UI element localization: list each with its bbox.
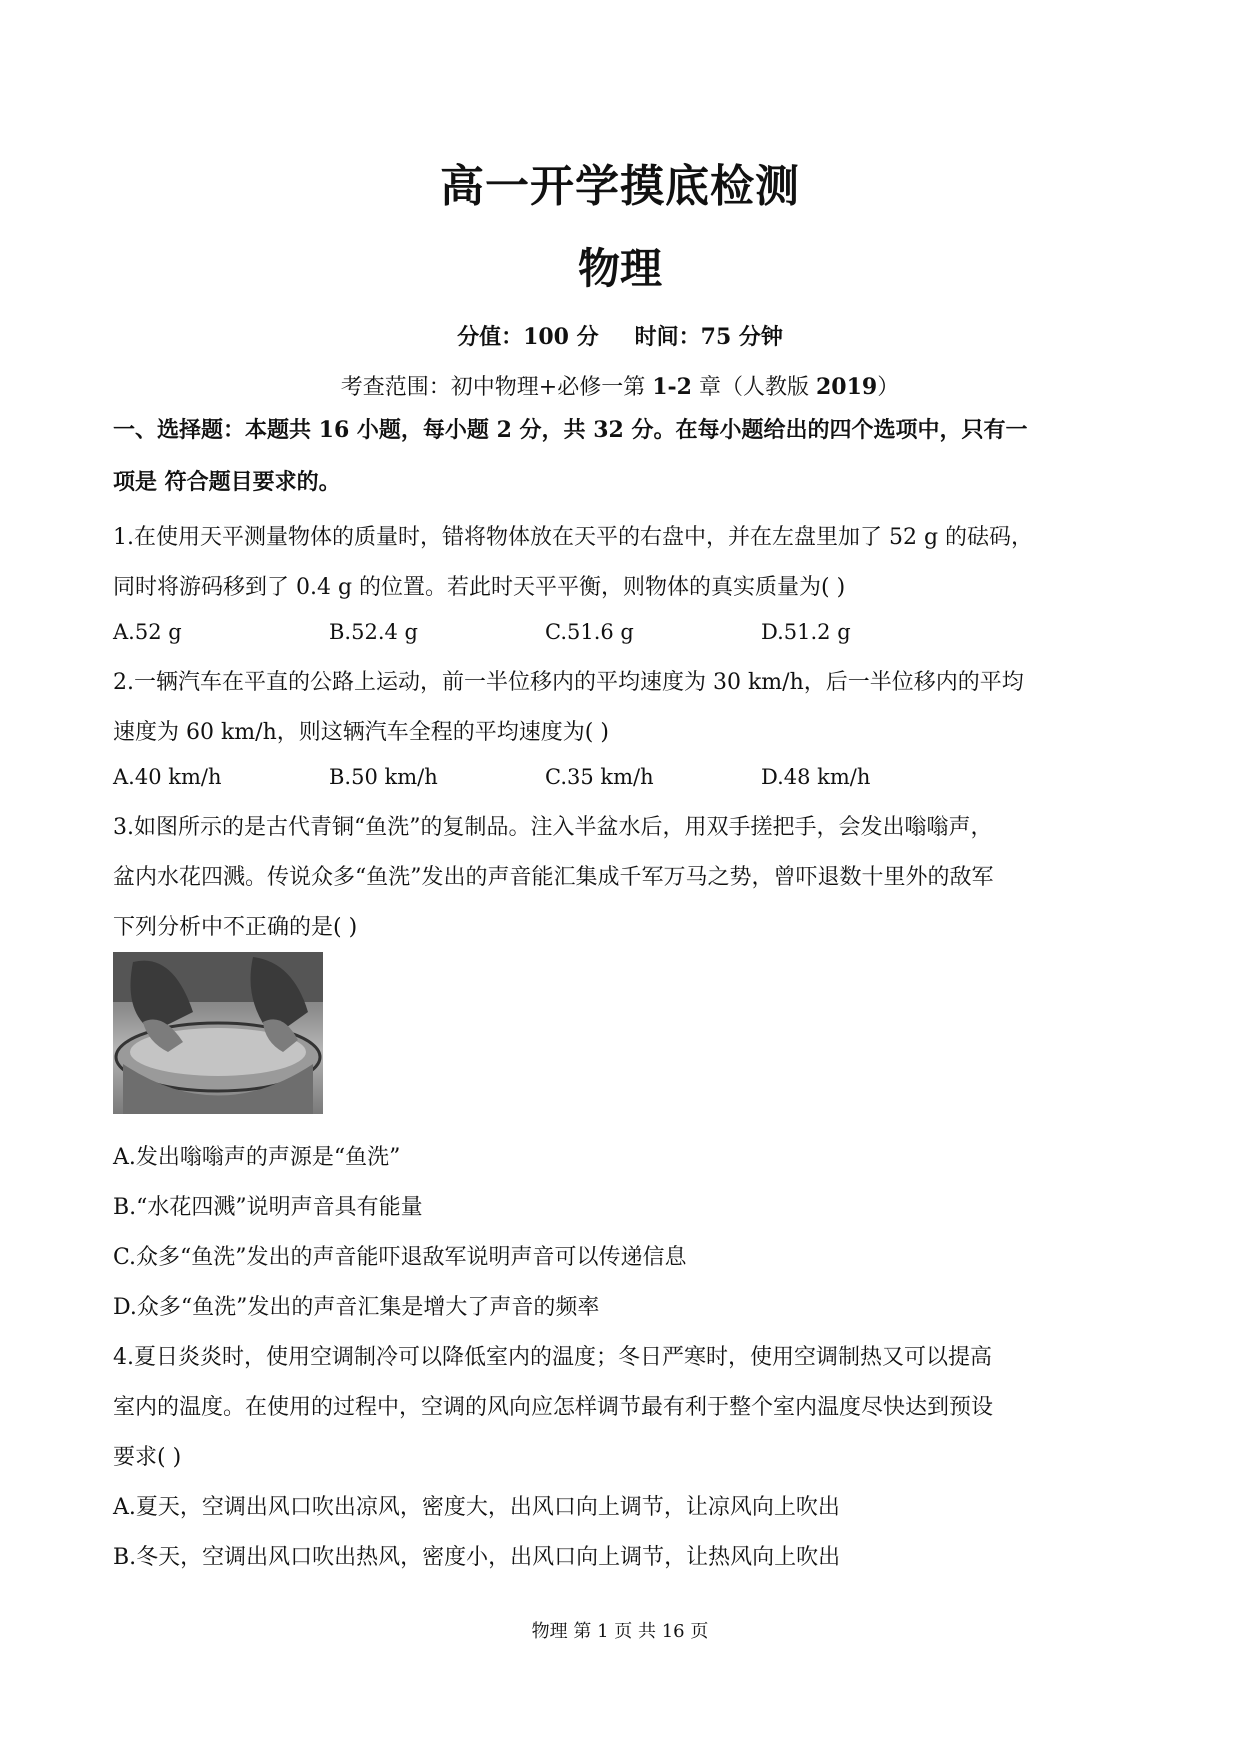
scope-year: 2019 <box>815 374 878 400</box>
question-4-option: B.冬天，空调出风口吹出热风，密度小，出风口向上调节，让热风向上吹出 <box>113 1545 841 1570</box>
scope-mid: 章（人教版 <box>691 375 816 400</box>
basin-illustration <box>113 952 323 1114</box>
question-4-option: A.夏天，空调出风口吹出凉风，密度大，出风口向上调节，让凉风向上吹出 <box>113 1495 840 1520</box>
section-heading <box>113 404 1143 508</box>
option-d: D.51.2 g <box>761 620 851 644</box>
time-text: 时间：75 分钟 <box>634 324 783 350</box>
scope-chapters: 1-2 <box>652 374 692 400</box>
question-2-line: 2.一辆汽车在平直的公路上运动，前一半位移内的平均速度为 30 km/h，后一半位移内的平均 <box>113 670 1024 695</box>
question-2-line: 速度为 60 km/h，则这辆汽车全程的平均速度为( ) <box>113 720 609 745</box>
section-heading-line: 一、选择题：本题共 16 小题，每小题 2 分，共 32 分。在每小题给出的四个选项中，只有一 <box>113 417 1028 443</box>
question-3-line: 3.如图所示的是古代青铜“鱼洗”的复制品。注入半盆水后，用双手搓把手，会发出嗡嗡声， <box>113 815 993 840</box>
option-c: C.35 km/h <box>545 765 654 789</box>
question-4-line: 要求( ) <box>113 1445 182 1470</box>
bronze-basin-photo <box>113 952 323 1114</box>
option-d: D.48 km/h <box>761 765 871 789</box>
question-1-options <box>113 620 977 644</box>
score-text: 分值：100 分 <box>457 324 599 350</box>
option-a: A.40 km/h <box>113 765 222 789</box>
question-4-line: 室内的温度。在使用的过程中，空调的风向应怎样调节最有利于整个室内温度尽快达到预设 <box>113 1395 994 1420</box>
question-3-option: A.发出嗡嗡声的声源是“鱼洗” <box>113 1145 401 1170</box>
option-a: A.52 g <box>113 620 182 644</box>
option-b: B.52.4 g <box>329 620 418 644</box>
question-3-line: 盆内水花四溅。传说众多“鱼洗”发出的声音能汇集成千军万马之势，曾吓退数十里外的敌军 <box>113 865 994 890</box>
page-footer: 物理 第 1 页 共 16 页 <box>531 1621 709 1642</box>
question-4-line: 4.夏日炎炎时，使用空调制冷可以降低室内的温度；冬日严寒时，使用空调制热又可以提高 <box>113 1345 992 1370</box>
option-c: C.51.6 g <box>545 620 634 644</box>
scope-suffix: ） <box>877 375 900 400</box>
section-heading-line: 项是 符合题目要求的。 <box>113 469 341 495</box>
question-3-option: C.众多“鱼洗”发出的声音能吓退敌军说明声音可以传递信息 <box>113 1245 687 1270</box>
question-3-option: B.“水花四溅”说明声音具有能量 <box>113 1195 423 1220</box>
question-3-line: 下列分析中不正确的是( ) <box>113 915 358 940</box>
scope-prefix: 考查范围：初中物理+必修一第 <box>340 375 653 400</box>
question-1-line: 同时将游码移到了 0.4 g 的位置。若此时天平平衡，则物体的真实质量为( ) <box>113 575 846 600</box>
question-1-line: 1.在使用天平测量物体的质量时，错将物体放在天平的右盘中，并在左盘里加了 52 g 的砝码， <box>113 525 1034 550</box>
score-time-line <box>0 320 1240 351</box>
question-3-option: D.众多“鱼洗”发出的声音汇集是增大了声音的频率 <box>113 1295 600 1320</box>
exam-scope <box>0 370 1240 401</box>
question-2-options <box>113 765 977 789</box>
subject-title: 物理 <box>577 244 662 293</box>
option-b: B.50 km/h <box>329 765 438 789</box>
exam-title: 高一开学摸底检测 <box>440 161 800 212</box>
